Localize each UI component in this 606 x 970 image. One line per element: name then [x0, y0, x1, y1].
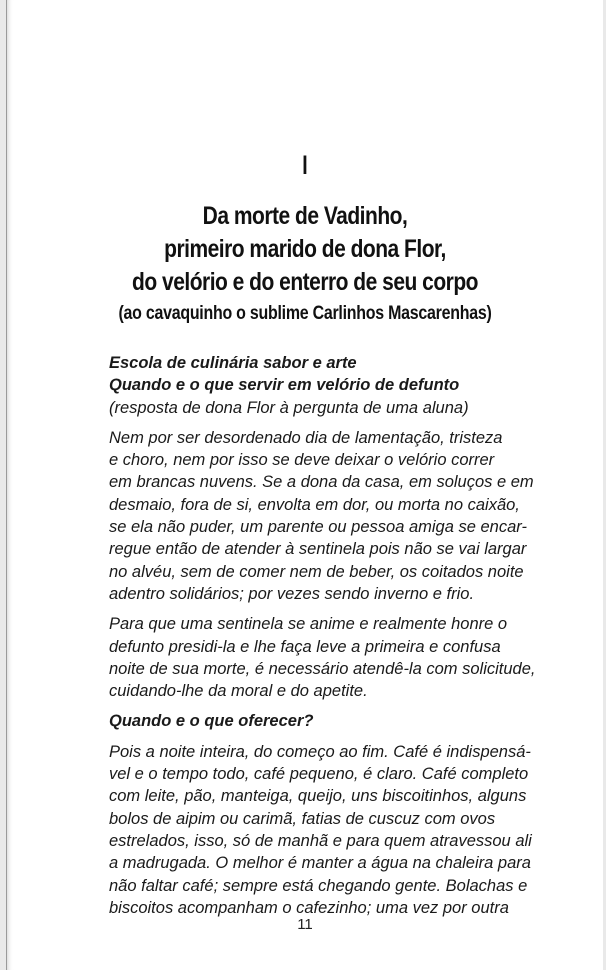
text-line: no alvéu, sem de comer nem de beber, os coitados noite [109, 562, 524, 581]
chapter-subtitle: (ao cavaquinho o sublime Carlinhos Mascarenhas) [118, 303, 492, 324]
paragraph-2 [109, 613, 536, 702]
chapter-title-line: do velório e do enterro de seu corpo [132, 268, 478, 296]
paragraph-1 [109, 427, 534, 605]
text-line: a madrugada. O melhor é manter a água na chaleira para [109, 854, 531, 873]
chapter-title [7, 200, 603, 328]
text-line: em brancas nuvens. Se a dona da casa, em soluços e em [109, 473, 534, 492]
text-line: biscoitos acompanham o cafezinho; uma vez por outra [109, 898, 509, 917]
section-heading: Escola de culinária sabor e arte [109, 354, 357, 372]
text-line: estrelados, isso, só de manhã e para quem atravessou ali [109, 831, 532, 850]
text-line: noite de sua morte, é necessário atendê-la com solicitude, [109, 659, 536, 678]
section-question: Quando e o que servir em velório de defunto [109, 376, 460, 395]
text-line: defunto presidi-la e lhe faça leve a primeira e confusa [109, 637, 501, 656]
paragraph-3 [109, 741, 532, 919]
body-text [109, 352, 536, 919]
text-line: bolos de aipim ou carimã, fatias de cuscuz com ovos [109, 809, 496, 828]
paragraph-gap [109, 702, 519, 710]
text-line: com leite, pão, manteiga, queijo, uns biscoitinhos, alguns [109, 787, 527, 806]
paragraph-gap [109, 733, 519, 741]
section-note: (resposta de dona Flor à pergunta de uma aluna) [109, 398, 469, 417]
text-line: regue então de atender à sentinela pois não se vai largar [109, 540, 527, 559]
text-line: se ela não puder, um parente ou pessoa amiga se encar- [109, 518, 527, 537]
chapter-title-line: primeiro marido de dona Flor, [164, 235, 446, 263]
chapter-title-line: Da morte de Vadinho, [202, 202, 408, 230]
text-line: e choro, nem por isso se deve deixar o velório correr [109, 451, 495, 470]
page-number: 11 [297, 916, 313, 933]
chapter-number: I [302, 150, 308, 180]
paragraph-gap [109, 605, 519, 613]
text-line: cuidando-lhe da moral e do apetite. [109, 682, 368, 701]
subheading: Quando e o que oferecer? [109, 712, 314, 731]
text-line: não faltar café; sempre está chegando gente. Bolachas e [109, 876, 528, 895]
text-line: adentro solidários; por vezes sendo inverno e frio. [109, 584, 475, 603]
text-line: vel e o tempo todo, café pequeno, é claro. Café completo [109, 765, 529, 784]
text-line: desmaio, fora de si, envolta em dor, ou morta no caixão, [109, 495, 520, 514]
paragraph-gap [109, 419, 519, 427]
text-line: Pois a noite inteira, do começo ao fim. Café é indispensá- [109, 742, 531, 761]
text-line: Para que uma sentinela se anime e realmente honre o [109, 615, 508, 634]
book-page [6, 0, 603, 970]
text-line: Nem por ser desordenado dia de lamentação, tristeza [109, 428, 503, 447]
